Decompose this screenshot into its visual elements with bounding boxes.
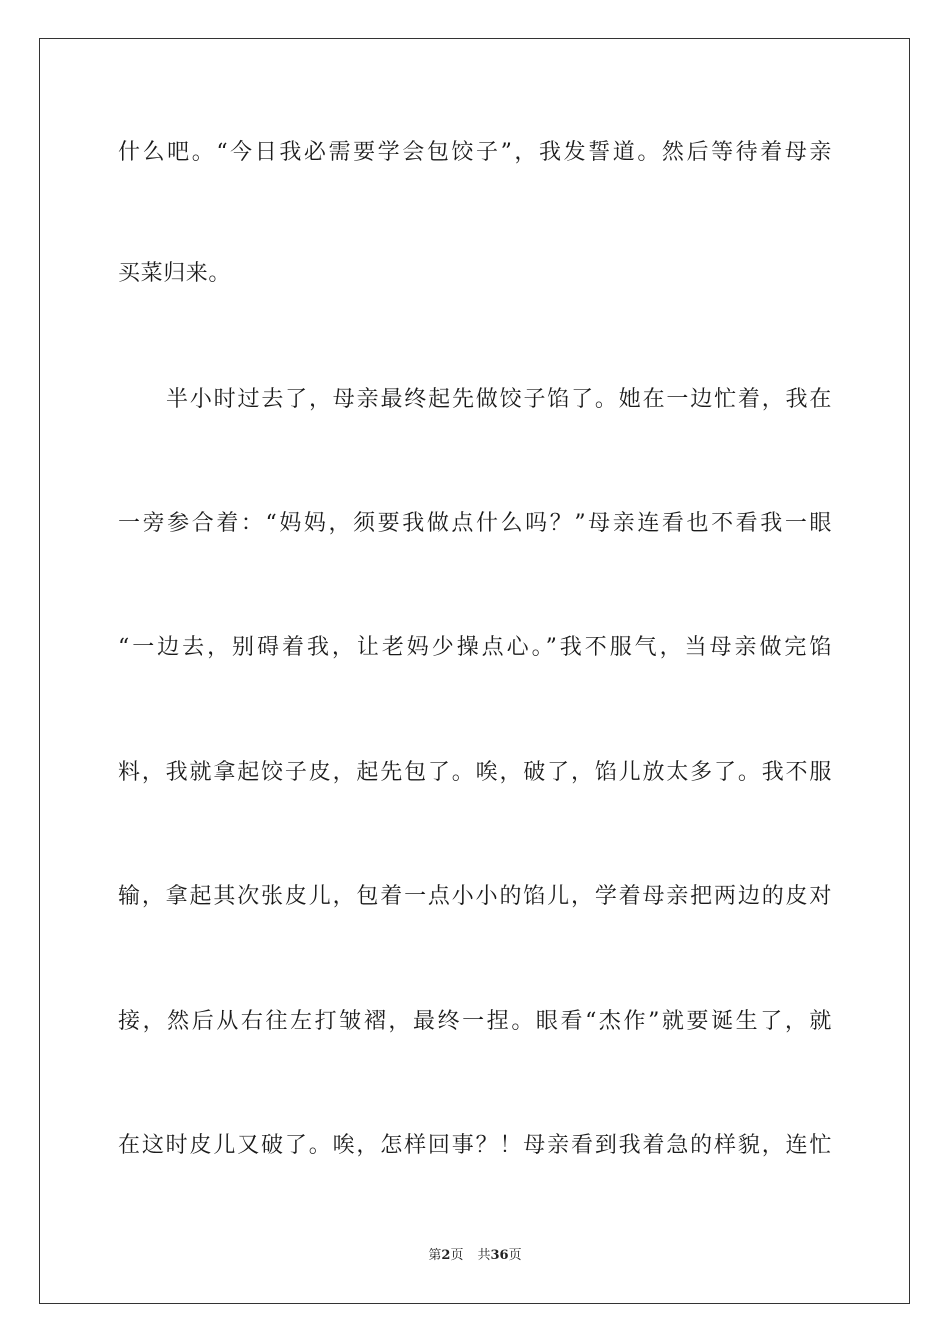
text-line: 一旁参合着：“妈妈，须要我做点什么吗？”母亲连看也不看我一眼 — [118, 511, 832, 536]
page-number: 2 — [441, 1248, 451, 1263]
page-label-suffix: 页 — [450, 1248, 464, 1263]
page-border — [39, 38, 910, 1304]
text-line: 输，拿起其次张皮儿，包着一点小小的馅儿，学着母亲把两边的皮对 — [118, 884, 832, 909]
text-line: 料，我就拿起饺子皮，起先包了。唉，破了，馅儿放太多了。我不服 — [118, 760, 832, 785]
total-pages: 36 — [490, 1248, 509, 1263]
page-label-prefix: 第 — [428, 1248, 442, 1263]
text-line: “一边去，别碍着我，让老妈少操点心。”我不服气，当母亲做完馅 — [118, 635, 832, 660]
text-line: 半小时过去了，母亲最终起先做饺子馅了。她在一边忙着，我在 — [166, 387, 832, 412]
text-line: 接，然后从右往左打皱褶，最终一捏。眼看“杰作”就要诞生了，就 — [118, 1009, 832, 1034]
text-line: 什么吧。“今日我必需要学会包饺子”，我发誓道。然后等待着母亲 — [118, 140, 832, 165]
page-footer — [0, 1247, 950, 1265]
total-label-suffix: 页 — [508, 1248, 522, 1263]
total-label-prefix: 共 — [477, 1248, 491, 1263]
text-line: 在这时皮儿又破了。唉，怎样回事？！母亲看到我着急的样貌，连忙 — [118, 1133, 832, 1158]
text-line: 买菜归来。 — [118, 261, 232, 286]
